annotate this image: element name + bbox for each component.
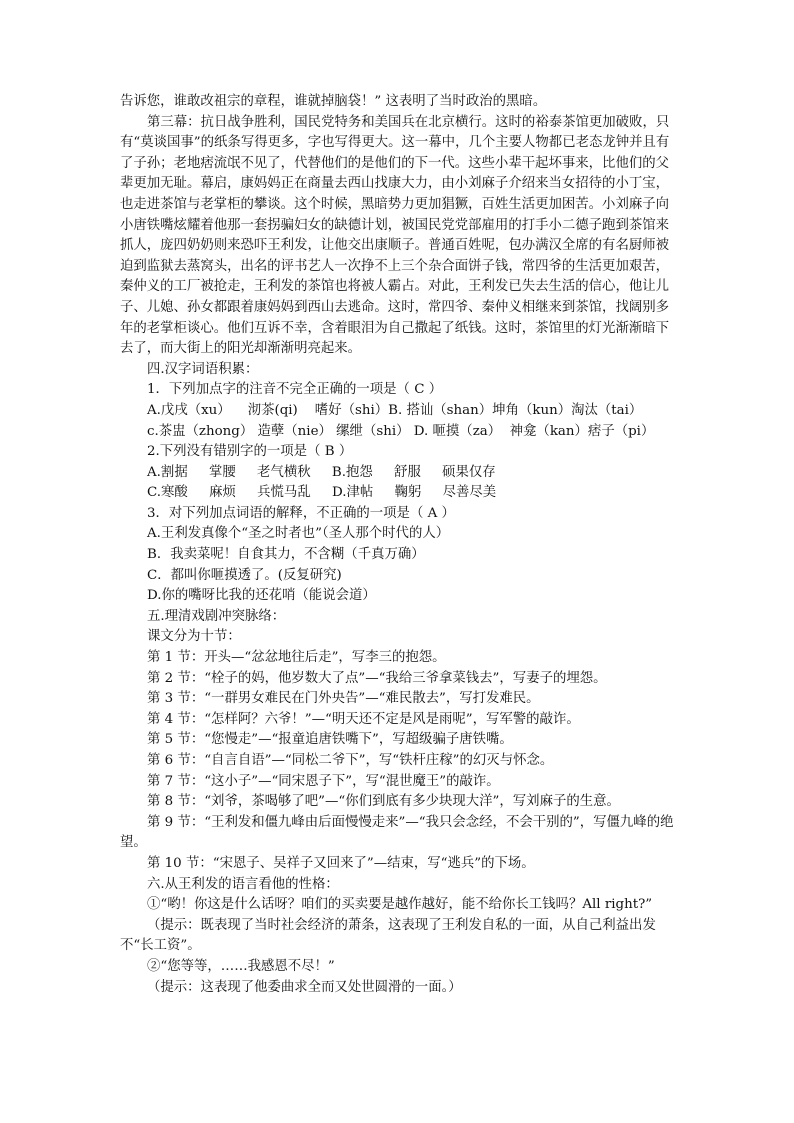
list-item: 第 2 节：“栓子的妈，他岁数大了点”—“我给三爷拿菜钱去”，写妻子的埋怨。 — [147, 670, 607, 686]
section5-title: 五.理清戏剧冲突脉络： — [147, 608, 286, 624]
list-item: 第 5 节：“您慢走”—“报童追唐铁嘴下”，写超级骗子唐铁嘴。 — [147, 732, 513, 748]
paragraph-act3: 第三幕：抗日战争胜利，国民党特务和美国兵在北京横行。这时的裕泰茶馆更加破败，只有“莫谈国事”的纸条写得更多，字也写得更大。这一幕中，几个主要人物都已老态龙钟并且有了子孙；老地痞流氓不见了，代替他们的是他们的下一代。这些小辈干起坏事来，比他们的父辈更加无耻。幕启，康妈妈正在商量去西山找康大力，由小刘麻子介绍来当女招待的小丁宝，也走进茶馆与老掌柜的攀谈。这个时候，黑暗势力更加猖獗，百姓生活更加困苦。小刘麻子向小唐铁嘴炫耀着他那一套拐骗妇女的缺德计划，被国民党党部雇用的打手小二德子跑到茶馆来抓人，庞四奶奶则来恐吓王利发，让他交出康顺子。普通百姓呢，包办满汉全席的有名厨师被迫到监狱去蒸窝头，出名的评书艺人一次挣不上三个杂合面饼子钱，常四爷的生活更加艰苦，秦仲义的工厂被抢走，王利发的茶馆也将被人霸占。对此，王利发已失去生活的信心，他让儿子、儿媳、孙女都跟着康妈妈到西山去逃命。这时，常四爷、秦仲义相继来到茶馆，找阔别多年的老掌柜谈心。他们互诉不幸，含着眼泪为自己撒起了纸钱。这时，茶馆里的灯光渐渐暗下去了，而大街上的阳光却渐渐明亮起来。 — [120, 114, 670, 357]
list-item: 第 9 节：“王利发和僵九峰由后面慢慢走来”—“我只会念经，不会干别的”，写僵九峰的绝望。 — [120, 814, 674, 851]
list-item: 第 6 节：“自言自语”—“同松二爷下”，写“铁杆庄稼”的幻灭与怀念。 — [147, 753, 554, 768]
question-3-option-d: D.你的嘴呀比我的还花哨（能说会道） — [147, 588, 376, 604]
question-2-options-ab: A.割据 掌腰 老气横秋 B.抱怨 舒服 硕果仅存 — [147, 464, 496, 480]
quote-2: ②“您等等，……我感恩不尽！” — [147, 958, 335, 974]
list-item: 第 4 节：“怎样阿？六爷！”—“明天还不定是风是雨呢”，写军警的敲诈。 — [147, 711, 580, 727]
question-2-options-cd: C.寒酸 麻烦 兵慌马乱 D.津帖 鞠躬 尽善尽美 — [147, 485, 497, 501]
section4-title: 四.汉字词语积累： — [147, 361, 259, 377]
question-1-options-ab: A.戊戌（xu） 沏茶(qi) 嗜好（shi）B. 搭讪（shan）坤角（kun）淘汰（tai） — [147, 402, 643, 418]
list-item: 第 10 节：“宋恩子、吴祥子又回来了”—结束，写“逃兵”的下场。 — [147, 855, 535, 871]
question-1-options-cd: c.茶盅（zhong） 造孽（nie） 缧绁（shi） D. 咂摸（za） 神龛（kan）痞子（pi） — [147, 423, 655, 439]
list-item: 第 7 节：“这小子”—“同宋恩子下”，写“混世魔王”的敲诈。 — [147, 773, 500, 789]
question-3-option-b: B．我卖菜呢！自食其力，不含糊（千真万确） — [147, 547, 425, 563]
question-2: 2.下列没有错别字的一项是（ B ） — [147, 444, 353, 460]
paragraph-act2-tail: 告诉您，谁敢改祖宗的章程，谁就掉脑袋！” 这表明了当时政治的黑暗。 — [120, 94, 547, 109]
list-item: 第 8 节：“刘爷，茶喝够了吧”—“你们到底有多少块现大洋”，写刘麻子的生意。 — [147, 794, 620, 810]
question-3: 3．对下列加点词语的解释，不正确的一项是（ A ） — [147, 505, 455, 521]
hint-1: （提示：既表现了当时社会经济的萧条，这表现了王利发自私的一面，从自己利益出发不“长工资”。 — [120, 917, 656, 954]
document-page — [120, 92, 680, 998]
list-item: 第 3 节：“一群男女难民在门外央告”—“难民散去”，写打发难民。 — [147, 691, 540, 707]
question-3-option-c: C．都叫你咂摸透了。(反复研究) — [147, 567, 342, 583]
quote-1: ①“哟！你这是什么话呀？咱们的买卖要是越作越好，能不给你长工钱吗？All right?” — [147, 897, 653, 913]
question-3-option-a: A.王利发真像个“圣之时者也”（圣人那个时代的人） — [147, 526, 450, 542]
section5-intro: 课文分为十节： — [147, 629, 241, 645]
hint-2: （提示：这表现了他委曲求全而又处世圆滑的一面。） — [147, 979, 462, 995]
question-1: 1．下列加点字的注音不完全正确的一项是（ C ） — [147, 382, 443, 398]
section6-title: 六.从王利发的语言看他的性格： — [147, 876, 339, 892]
list-item: 第 1 节：开头—“忿忿地往后走”，写李三的抱怨。 — [147, 650, 446, 666]
